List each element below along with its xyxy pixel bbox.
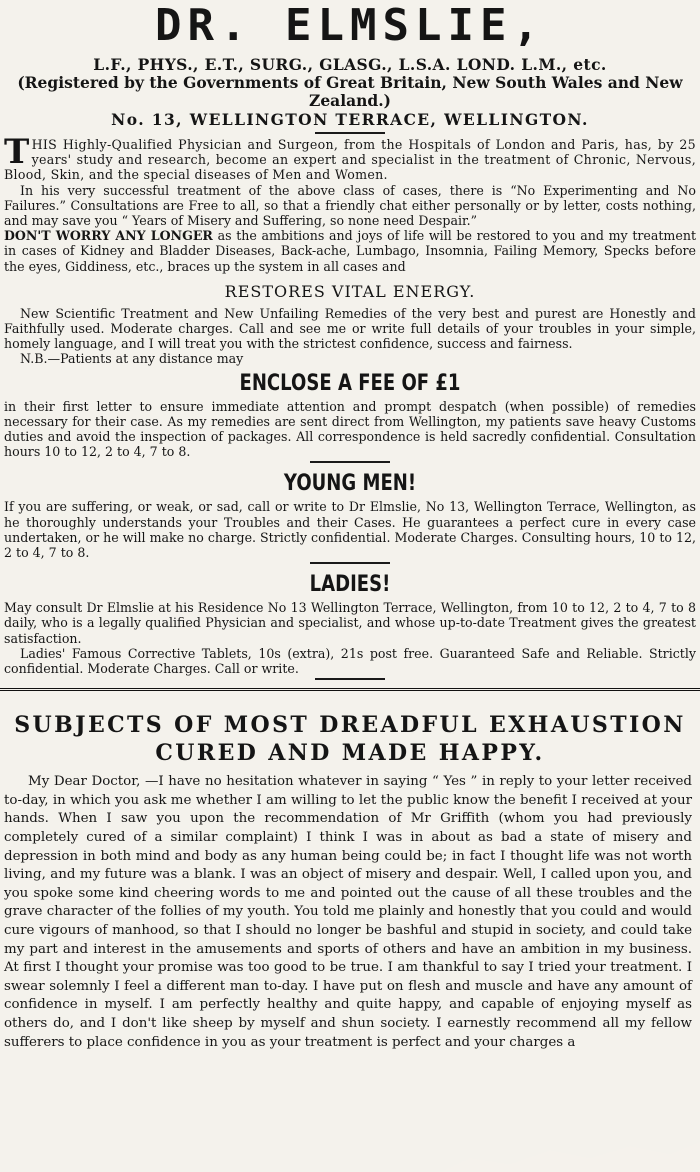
dont-worry-paragraph <box>4 228 696 274</box>
address-line: No. 13, WELLINGTON TERRACE, WELLINGTON. <box>111 110 589 129</box>
advertisement <box>0 2 700 680</box>
restores-paragraph: New Scientific Treatment and New Unfailing Remedies of the very best and purest are Honestly and Faithfully used. Moderate charges. Call and see me or write full details of your troubles in your simple, homely language, and I will treat you with the strictest confidence, success and fairness. <box>4 305 696 352</box>
intro-paragraph <box>4 132 696 183</box>
dont-worry-bold: DON'T WORRY ANY LONGER <box>4 228 213 244</box>
intro-text: HIS Highly-Qualified Physician and Surgeon, from the Hospitals of London and Paris, has, by 25 years' study and research, become an expert and specialist in the treatment of Chronic, Nervous, Blood, Skin, and the special diseases of Men and Women. <box>4 137 696 183</box>
testimonial-title-line-1: SUBJECTS OF MOST DREADFUL EXHAUSTION <box>14 712 686 739</box>
testimonial-title-line-2: CURED AND MADE HAPPY. <box>155 740 545 767</box>
testimonial-letter <box>0 773 700 1052</box>
ladies-paragraph: May consult Dr Elmslie at his Residence No 13 Wellington Terrace, Wellington, from 10 to 12, 2 to 4, 7 to 8 daily, who is a legally qualified Physician and specialist, and whose up-to-date Treatment gives the greatest satisfaction. <box>4 600 696 646</box>
young-men-heading: YOUNG MEN! <box>283 471 417 497</box>
dropcap-letter: T <box>4 132 30 172</box>
divider-rule <box>310 562 390 568</box>
divider-rule <box>315 678 385 680</box>
registration-line: (Registered by the Governments of Great Britain, New South Wales and New Zealand.) <box>17 73 683 110</box>
fee-heading: ENCLOSE A FEE OF £1 <box>239 370 461 396</box>
testimonial-body: My Dear Doctor, —I have no hesitation whatever in saying “ Yes ” in reply to your letter received to-day, in which you ask me whether I am willing to let the public know the benefit I received at your hands. When I saw you upon the recommendation of Mr Griffith (whom you had previously completely cured of a similar complaint) I think I was in about as bad a state of misery and depression in both mind and body as any human being could be; in fact I thought life was not worth living, and my future was a blank. I was an object of misery and despair. Well, I called upon you, and you spoke some kind cheering words to me and pointed out the cause of all these troubles and the grave character of the follies of my youth. You told me plainly and honestly that you could and would cure vigours of manhood, so that I should no longer be bashful and stupid in society, and could take my part and interest in the amusements and sports of others and have an ambition in my business. At first I thought your promise was too good to be true. I am thankful to say I tried your treatment. I swear solemnly I feel a different man to-day. I have put on flesh and muscle and have any amount of confidence in myself. I am perfectly healthy and quite happy, and capable of enjoying myself as others do, and I don't like sheep by myself and shun society. I earnestly recommend all my fellow sufferers to place confidence in you as your treatment is perfect and your charges a <box>4 774 692 1050</box>
qualifications-line: L.F., PHYS., E.T., SURG., GLASG., L.S.A. LOND. L.M., etc. <box>93 55 607 74</box>
divider-rule <box>315 132 385 134</box>
young-men-paragraph: If you are suffering, or weak, or sad, call or write to Dr Elmslie, No 13, Wellington Terrace, Wellington, as he thoroughly understands your Troubles and their Cases. He guarantees a perfect cure in every case undertaken, or he will make no charge. Strictly confidential. Moderate Charges. Consulting hours, 10 to 12, 2 to 4, 7 to 8. <box>4 499 696 561</box>
ladies-heading: LADIES! <box>309 572 391 598</box>
doctor-name-title: DR. ELMSLIE, <box>155 0 545 51</box>
dont-worry-text: as the ambitions and joys of life will be restored to you and my treatment in cases of Kidney and Bladder Diseases, Back-ache, Lumbago, Insomnia, Failing Memory, Specks before the eyes, Giddiness, etc., braces up the system in all cases and <box>4 228 696 274</box>
torn-corner-damage <box>400 1128 700 1172</box>
no-failures-paragraph: In his very successful treatment of the above class of cases, there is “No Experimenting and No Failures.” Consultations are Free to all, so that a friendly chat either personally or by letter, costs nothing, and may save you “ Years of Misery and Suffering, so none need Despair.” <box>4 182 696 229</box>
divider-rule <box>310 461 390 467</box>
fee-paragraph: in their first letter to ensure immediate attention and prompt despatch (when possible) of remedies necessary for their case. As my remedies are sent direct from Wellington, my patients save heavy Customs duties and avoid the inspection of packages. All correspondence is held sacredly confidential. Consultation hours 10 to 12, 2 to 4, 7 to 8. <box>4 398 696 460</box>
column-separator <box>0 688 700 691</box>
nb-note: N.B.—Patients at any distance may <box>20 351 244 367</box>
restores-heading: RESTORES VITAL ENERGY. <box>224 281 476 301</box>
testimonial-title <box>0 711 700 767</box>
tablets-paragraph: Ladies' Famous Corrective Tablets, 10s (extra), 21s post free. Guaranteed Safe and Reliable. Strictly confidential. Moderate Charges. Call or write. <box>4 645 696 677</box>
testimonial-section <box>0 711 700 1052</box>
